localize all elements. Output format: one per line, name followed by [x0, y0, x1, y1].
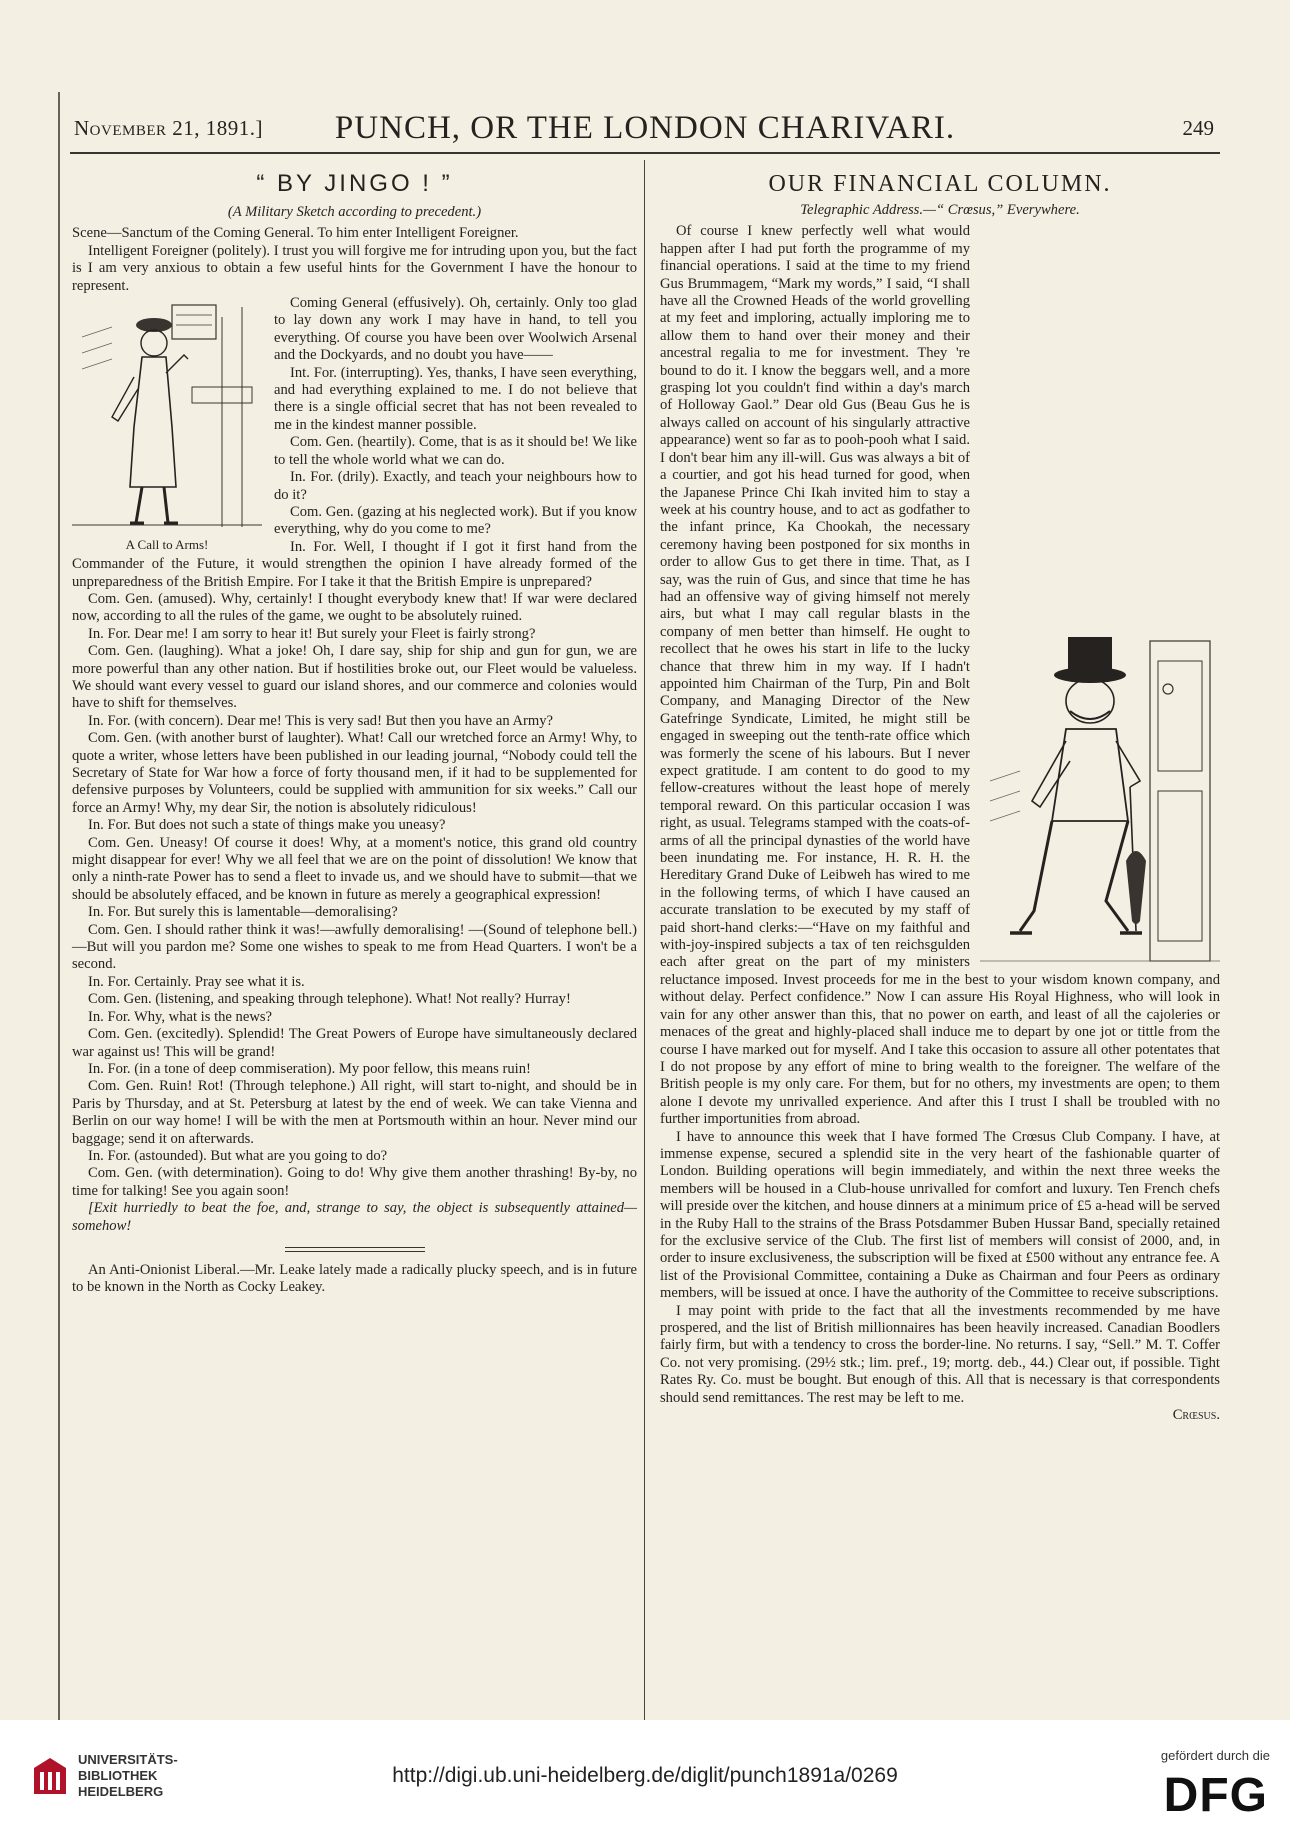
illustration-croesus [980, 631, 1220, 966]
page-header [70, 108, 1220, 154]
paragraph: Com. Gen. Ruin! Rot! (Through telephone.) All right, will start to-night, and should be in Paris by Thursday, and at St. Petersburg at latest by the end of week. We can take Vienna and Berlin on our way home! I will be with the men at Portsmouth within an hour. Never mind our baggage; send it on afterwards. [72, 1078, 637, 1147]
paragraph: Coming General (effusively). Oh, certainly. Only too glad to lay down any work I may have in hand, to tell you everything. Of course you have been over Woolwich Arsenal and the Dockyards, and no doubt you have—— [274, 295, 637, 364]
paragraph: In. For. Certainly. Pray see what it is. [88, 973, 305, 990]
paragraph: Of course I knew perfectly well what would happen after I had put forth the programme of my financial operations. I said at the time to my friend Gus Brummagem, “Mark my words,” I said, “I shall have all the Crowned Heads of the world grovelling at my feet and imploring, actually imploring me to allow them to hand over their money and their ancestral regalia to me for investment. They 're bound to do it. I know the beggars well, and a more grasping lot you couldn't find within a day's march of Holloway Gaol.” Dear old Gus (Beau Gus he is always called on account of his singularly attractive appearance) went so far as to pooh-pooh what I said. I don't bear him any ill-will. Gus was always a bit of a courtier, and got his head turned for good, when the Japanese Prince Chi Ikah invited him to stay a week at his country house, and to act as godfather to the infant prince, Ka Chookah, the necessary ceremony having been postponed for six months in order to allow Gus to get there in time. That, as I say, was the ruin of Gus, and since that time he has had an offensive way of giving himself not merely airs, but what I may call regular blasts in the company of men better than himself. He ought to recollect that he owes his start in life to the lucky chance that threw him in my way. If I hadn't appointed him Chairman of the Turp, Pin and Bolt Company, and Managing Director of the New Gatefringe Syndicate, Limited, he might still be engaged in sweeping out the tenth-rate office which was formerly the scene of his labours. But I never expect gratitude. I am content to do good to my fellow-creatures without the least hope of merely temporal reward. On this particular occasion I was right, as usual. Telegrams stamped with the coats-of-arms of all the principal dynasties of the world have been inundating me. For instance, H. R. H. the Hereditary Grand Duke of Leibweh has wired to me in the following terms, of which I have caused an accurate translation to be executed by my staff of paid short-hand clerks:—“Have on my faithful and with-joy-inspired subjects a tax of ten reichsgulden each after great on the part of my ministers reluctance imposed. Invest proceeds for me in the best to your wisdom known company, and without delay. Perfect confidence.” Now I can assure His Royal Highness, who will look in vain for any other answer than this, that no power on earth, and least of all the cajoleries or menaces of the great and highly-placed shall induce me to depart by one jot or tittle from the course I have marked out for myself. And I take this occasion to assure all other potentates that I do not propose by any effort of mine to bring wealth to the foreigner. The welfare of the British people is my only care. For them, but for no others, my investments are open; to them alone I devote my unrivalled experience. And after this I trust I shall be troubled with no further importunities from abroad. [660, 223, 1220, 1128]
paragraph: I have to announce this week that I have formed The Crœsus Club Company. I have, at immense expense, secured a splendid site in the very heart of the fashionable quarter of London. Building operations will begin immediately, and within the next three weeks the members will be housed in a Club-house unrivalled for comfort and luxury. Ten French chefs will preside over the kitchen, and house dinners at a minimum price of £5 a-head will be served in the Ruby Hall to the strains of the Brass Potsdammer Buben Hussar Band, specially retained for the exclusive service of the Club. The first list of members will consist of 2000, and, in order to insure exclusiveness, the subscription will be fixed at £500 without any entrance fee. A list of the Provisional Committee, containing a Duke as Chairman and four Peers as ordinary members, will be issued at once. I have the authority of the Committee to receive subscriptions. [660, 1128, 1220, 1302]
paragraph: Com. Gen. Uneasy! Of course it does! Why, at a moment's notice, this grand old country might disappear for ever! Why we all feel that we are on the point of dissolution! We know that only a ninth-rate Power has to send a fleet to invade us, and we should have to submit—that we should be absolutely effaced, and be known in future as merely a geographical expression! [72, 834, 637, 903]
digital-library-link[interactable]: http://digi.ub.uni-heidelberg.de/diglit/punch1891a/0269 [392, 1764, 898, 1787]
paragraph: Com. Gen. (laughing). What a joke! Oh, I dare say, ship for ship and gun for gun, we are more powerful than any other nation. But if hostilities broke out, our Fleet would be valueless. We should want every vessel to guard our island shores, and our commerce and colonies would have to shift for themselves. [72, 643, 637, 712]
article-financial-column [660, 168, 1220, 1424]
general-figure-icon [72, 297, 262, 529]
paragraph: In. For. Well, I thought if I got it first hand from the Commander of the Future, it would strengthen the opinion I have already formed of the unpreparedness of the British Empire. For I take it that the British Empire is unprepared? [72, 538, 637, 590]
paragraph: In. For. (astounded). But what are you going to do? [88, 1147, 388, 1164]
paragraph: I may point with pride to the fact that all the investments recommended by me have prospered, and the list of British millionnaires has been heavily increased. Canadian Boodlers fairly firm, but with a tendency to cross the border-line. No returns. I say, “Sell.” M. T. Coffer Co. not very promising. (29½ stk.; lim. pref., 19; mortg. deb., 44.) Clear out, if possible. Tight Rates Ry. Co. must be bought. But enough of this. All that is necessary is that correspondents should send remittances. The rest may be left to me. [660, 1302, 1220, 1406]
column-divider [644, 160, 645, 1732]
scene-line: Scene—Sanctum of the Coming General. To him enter Intelligent Foreigner. [72, 225, 519, 242]
left-margin-rule [58, 92, 60, 1732]
header-title: PUNCH, OR THE LONDON CHARIVARI. [334, 110, 956, 146]
article-by-jingo [72, 168, 637, 1297]
paragraph: In. For. (drily). Exactly, and teach your neighbours how to do it? [274, 469, 637, 503]
paragraph: In. For. (with concern). Dear me! This is very sad! But then you have an Army? [88, 712, 553, 729]
signature: Crœsus. [1172, 1407, 1220, 1424]
dfg-logo: DFG [1163, 1769, 1268, 1822]
paragraph: Com. Gen. (excitedly). Splendid! The Great Powers of Europe have simultaneously declared war against us! This will be grand! [72, 1026, 637, 1060]
article-subtitle: Telegraphic Address.—“ Crœsus,” Everywhere. [800, 202, 1080, 218]
article-title: OUR FINANCIAL COLUMN. [768, 171, 1112, 197]
section-separator [285, 1247, 425, 1252]
illustration-general [72, 297, 262, 553]
paragraph: Intelligent Foreigner (politely). I trust you will forgive me for intruding upon you, but the fact is I am very anxious to obtain a few useful hints for the Government I have the honour to represent. [72, 242, 637, 294]
paragraph: In. For. But surely this is lamentable—demoralising? [88, 904, 398, 921]
paragraph: Com. Gen. (amused). Why, certainly! I thought everybody knew that! If war were declared now, according to all the rules of the game, we ought to be absolutely ruined. [72, 590, 637, 625]
paragraph: In. For. Why, what is the news? [88, 1008, 273, 1025]
paragraph: Com. Gen. (heartily). Come, that is as it should be! We like to tell the whole world what we can do. [274, 434, 637, 468]
funding-note: gefördert durch die [1160, 1748, 1270, 1763]
paragraph: In. For. (in a tone of deep commiseration). My poor fellow, this means ruin! [88, 1060, 531, 1077]
croesus-figure-icon [980, 631, 1220, 966]
paragraph: Com. Gen. (gazing at his neglected work). But if you know everything, why do you come to me? [274, 503, 637, 538]
header-date: November 21, 1891.] [74, 116, 263, 140]
paragraph: Int. For. (interrupting). Yes, thanks, I have seen everything, and had everything explained to me. I do not believe that there is a single official secret that has not been revealed to me in the kindest manner possible. [274, 364, 637, 433]
paragraph: In. For. But does not such a state of things make you uneasy? [88, 817, 446, 834]
article-title: “ BY JINGO ! ” [256, 170, 453, 197]
header-page-number: 249 [1182, 116, 1214, 140]
anti-onionist-note: An Anti-Onionist Liberal.—Mr. Leake lately made a radically plucky speech, and is in future to be known in the North as Cocky Leakey. [72, 1261, 637, 1296]
article-subtitle: (A Military Sketch according to precedent.) [227, 204, 482, 220]
paragraph: Com. Gen. (with another burst of laughter). What! Call our wretched force an Army! Why, to quote a writer, whose letters have been published in our leading journal, “Nobody could tell the Secretary of State for War how a force of forty thousand men, if it had to be supplemented for defensive purposes by Volunteers, could be supplied with ammunition for six weeks.” Call our force an Army! Why, my dear Sir, the notion is absolutely ridiculous! [72, 730, 637, 816]
stage-direction: [Exit hurriedly to beat the foe, and, strange to say, the object is subsequently attained—somehow! [72, 1200, 637, 1234]
paragraph: Com. Gen. (listening, and speaking through telephone). What! Not really? Hurray! [88, 991, 571, 1008]
paragraph: In. For. Dear me! I am sorry to hear it! But surely your Fleet is fairly strong? [88, 625, 536, 642]
illustration-caption: A Call to Arms! [125, 537, 209, 553]
paragraph: Com. Gen. (with determination). Going to do! Why give them another thrashing! By-by, no time for talking! See you again soon! [72, 1165, 637, 1199]
paragraph: Com. Gen. I should rather think it was!—awfully demoralising! —(Sound of telephone bell.)—But will you pardon me? Some one wishes to speak to me from Head Quarters. I won't be a second. [72, 921, 637, 973]
library-name: UNIVERSITÄTS- BIBLIOTHEK HEIDELBERG [78, 1752, 178, 1799]
